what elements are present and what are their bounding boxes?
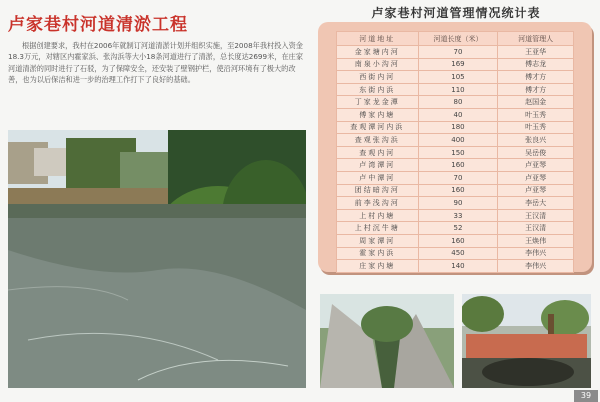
river-length: 160 — [418, 234, 498, 247]
construction-photo-graphic — [462, 294, 591, 388]
river-manager: 王汉清 — [498, 222, 574, 235]
table-row — [337, 197, 574, 210]
river-length: 52 — [418, 222, 498, 235]
river-address: 金家塘内河 — [337, 46, 419, 59]
river-length: 450 — [418, 247, 498, 260]
river-manager: 吴岳俊 — [498, 146, 574, 159]
river-address: 卢湾潭河 — [337, 159, 419, 172]
river-length: 400 — [418, 134, 498, 147]
river-address: 前李浅沟河 — [337, 197, 419, 210]
table-title: 卢家巷村河道管理情况统计表 — [371, 6, 541, 20]
river-length: 70 — [418, 46, 498, 59]
column-header-river-manager: 河道管理人 — [498, 32, 574, 46]
river-address: 周家潭河 — [337, 234, 419, 247]
construction-photo — [462, 294, 591, 388]
river-length: 33 — [418, 209, 498, 222]
river-address: 南泉小沟河 — [337, 58, 419, 71]
table-row — [337, 159, 574, 172]
river-address: 西街内河 — [337, 71, 419, 84]
canal-photo — [320, 294, 454, 388]
river-address: 查观内河 — [337, 146, 419, 159]
page-number: 39 — [574, 390, 598, 402]
river-manager: 王焕伟 — [498, 234, 574, 247]
table-row — [337, 171, 574, 184]
river-length: 160 — [418, 159, 498, 172]
river-length: 90 — [418, 197, 498, 210]
table-row — [337, 260, 574, 273]
river-address: 上村内塘 — [337, 209, 419, 222]
table-row — [337, 71, 574, 84]
river-address: 丁家龙金潭 — [337, 96, 419, 109]
table-row — [337, 96, 574, 109]
river-length: 110 — [418, 83, 498, 96]
river-length: 160 — [418, 184, 498, 197]
river-address: 查观潭河内浜 — [337, 121, 419, 134]
river-photo — [8, 130, 306, 388]
river-manager: 傅才方 — [498, 83, 574, 96]
river-address: 霍家内浜 — [337, 247, 419, 260]
river-manager: 王汉清 — [498, 209, 574, 222]
river-length: 80 — [418, 96, 498, 109]
river-length: 40 — [418, 108, 498, 121]
river-length: 105 — [418, 71, 498, 84]
river-manager: 卢亚琴 — [498, 159, 574, 172]
table-row — [337, 58, 574, 71]
river-address: 上村沉牛塘 — [337, 222, 419, 235]
river-length: 150 — [418, 146, 498, 159]
river-manager: 卢亚琴 — [498, 171, 574, 184]
river-management-table — [336, 31, 574, 273]
table-row — [337, 146, 574, 159]
river-manager: 张良兴 — [498, 134, 574, 147]
page-title: 卢家巷村河道清淤工程 — [8, 15, 188, 35]
table-row — [337, 234, 574, 247]
column-header-river-address: 河道地址 — [337, 32, 419, 46]
river-manager: 卢亚琴 — [498, 184, 574, 197]
river-manager: 赵国金 — [498, 96, 574, 109]
table-row — [337, 121, 574, 134]
river-manager: 叶玉秀 — [498, 121, 574, 134]
table-row — [337, 83, 574, 96]
column-header-river-length: 河道长度（米） — [418, 32, 498, 46]
river-manager: 傅志龙 — [498, 58, 574, 71]
table-row — [337, 108, 574, 121]
body-paragraph: 根据创建要求，我村在2006年就制订河道清淤计划并组织实施，至2008年我村投入资金18.3万元，对辖区内霍家浜、张沟浜等大小18条河道进行了清淤，总长度达2699米，在庄家河道清淤的同时进行了石驳，为了保障安全，还安装了壁钢护栏，使沿河环境有了极大的改善，也为以后保洁和进一步的治理工作打下了良好的基础。 — [8, 41, 304, 85]
river-manager: 李岳大 — [498, 197, 574, 210]
table-row — [337, 134, 574, 147]
river-manager: 王亚华 — [498, 46, 574, 59]
river-address: 庄家内塘 — [337, 260, 419, 273]
river-length: 140 — [418, 260, 498, 273]
river-manager: 李伟兴 — [498, 247, 574, 260]
river-address: 团结暗沟河 — [337, 184, 419, 197]
river-address: 查观张沟浜 — [337, 134, 419, 147]
table-row — [337, 209, 574, 222]
table-row — [337, 46, 574, 59]
river-manager: 李伟兴 — [498, 260, 574, 273]
river-address: 卢中潭河 — [337, 171, 419, 184]
river-length: 169 — [418, 58, 498, 71]
table-row — [337, 184, 574, 197]
canal-photo-graphic — [320, 294, 454, 388]
river-manager: 傅才方 — [498, 71, 574, 84]
table-row — [337, 247, 574, 260]
river-length: 70 — [418, 171, 498, 184]
river-address: 东街内浜 — [337, 83, 419, 96]
river-photo-graphic — [8, 130, 306, 388]
river-address: 傅家内塘 — [337, 108, 419, 121]
river-length: 180 — [418, 121, 498, 134]
table-row — [337, 222, 574, 235]
river-manager: 叶玉秀 — [498, 108, 574, 121]
